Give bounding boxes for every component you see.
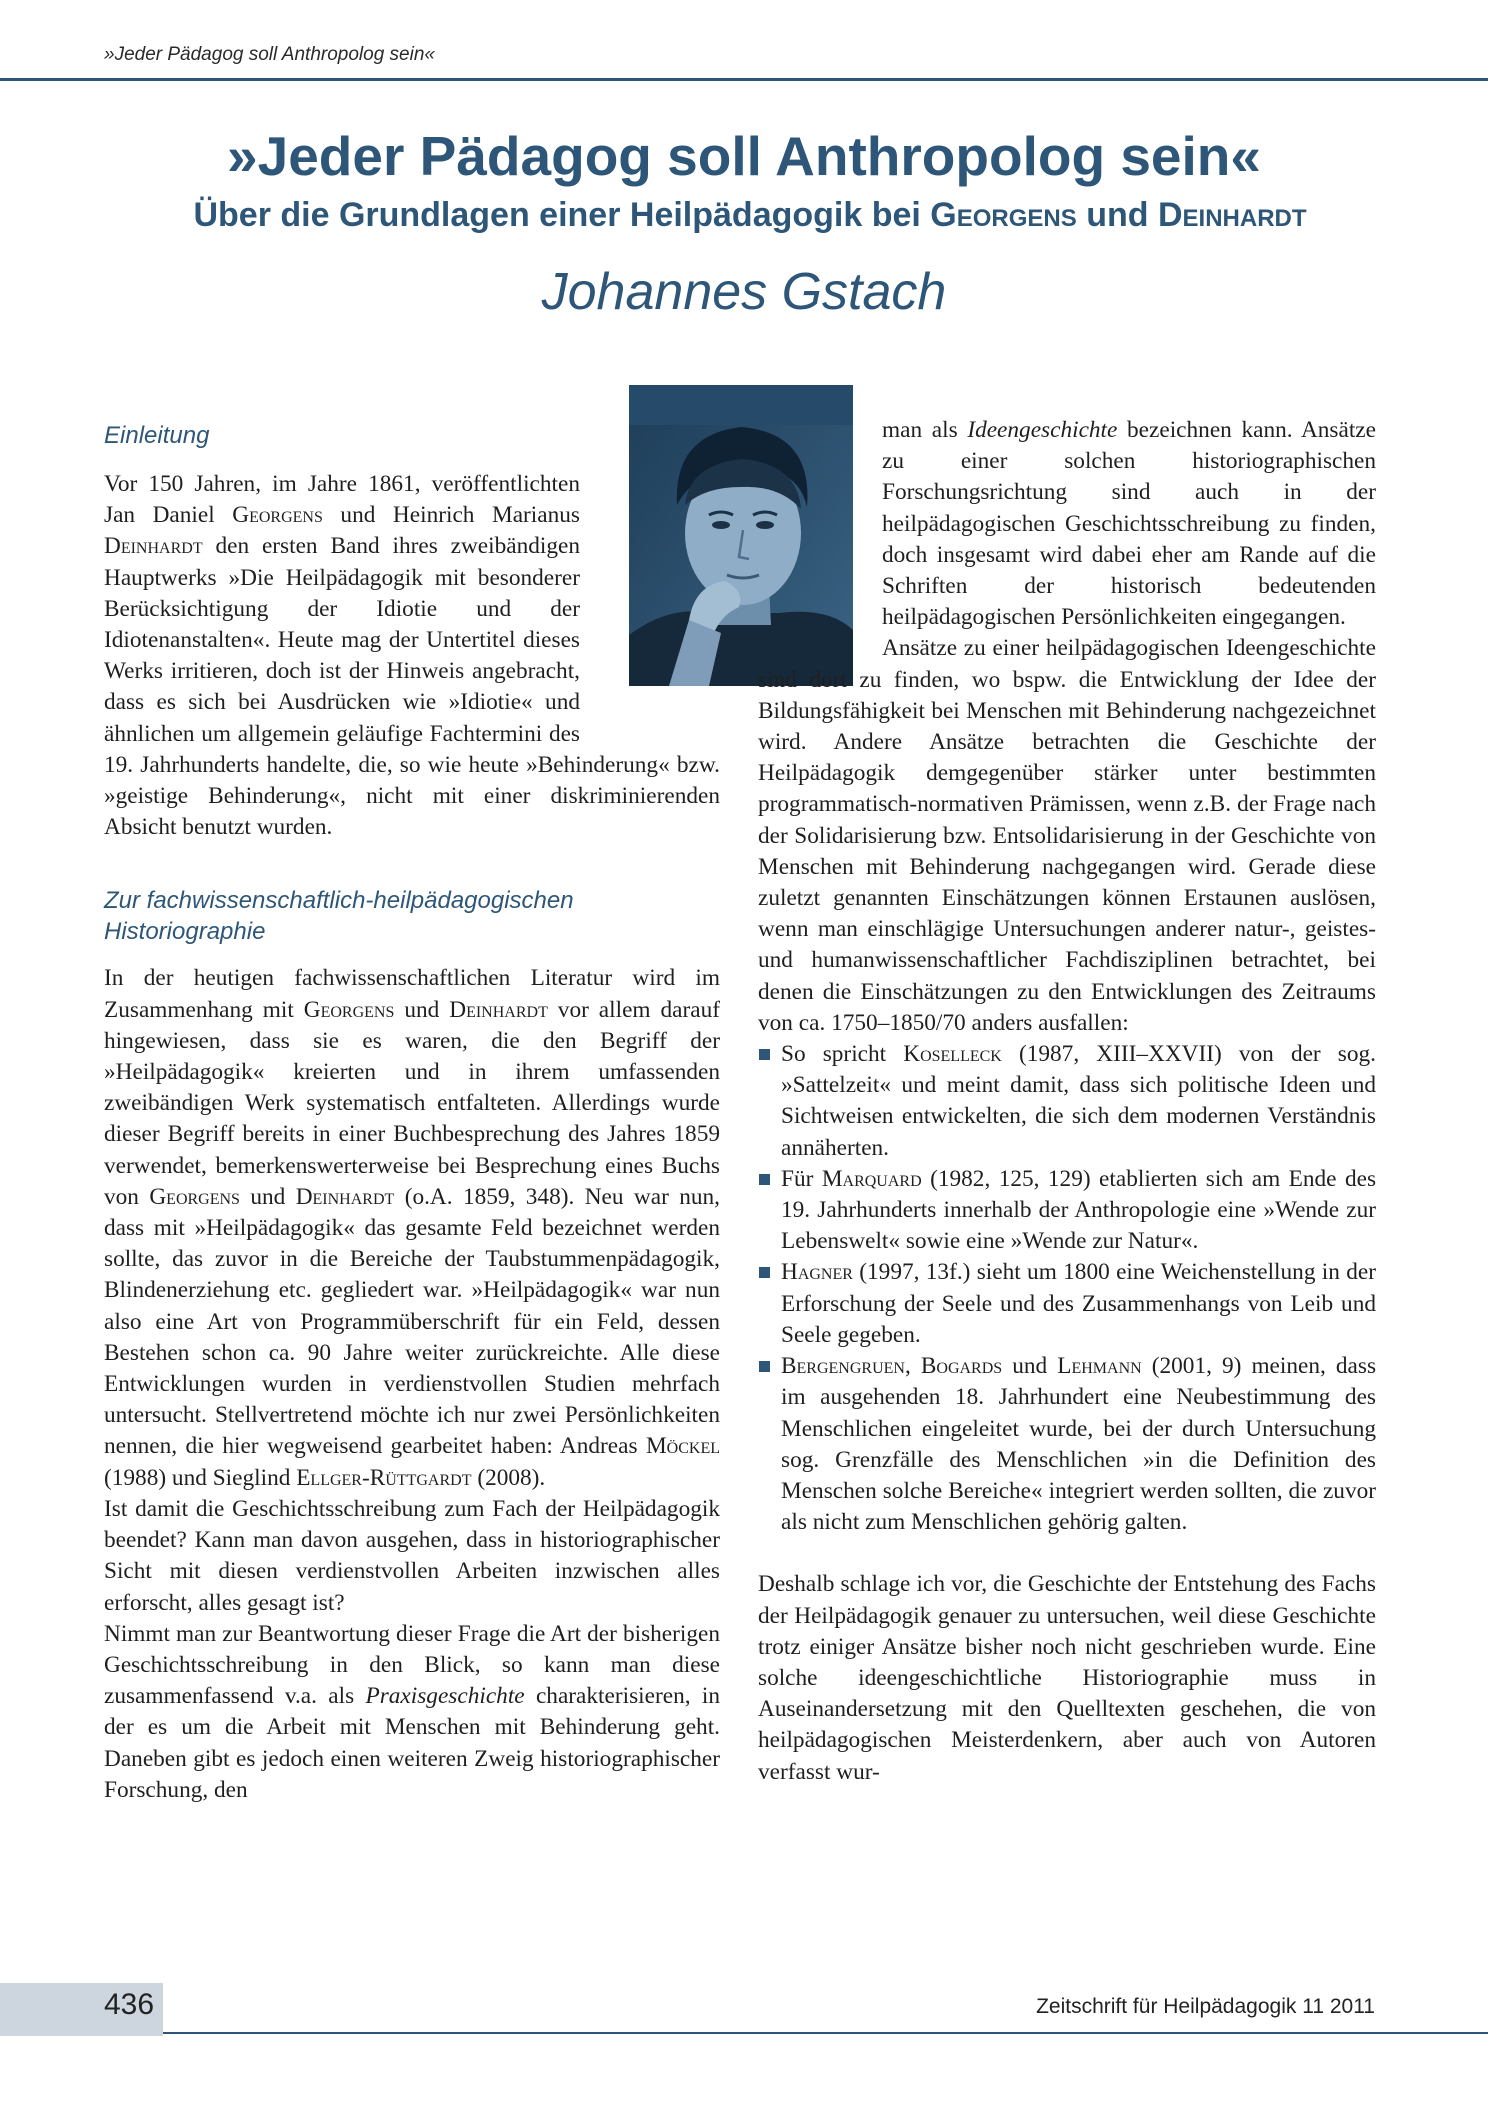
- bullet-square-icon: [759, 1049, 770, 1060]
- photo-wrap-spacer: [580, 469, 720, 733]
- bullet-item-koselleck: [758, 1039, 1376, 1164]
- bullet-square-icon: [759, 1267, 770, 1278]
- hist-text-6: (1988) und Sieglind: [104, 1464, 297, 1491]
- section-heading-einleitung: Einleitung: [104, 422, 210, 449]
- bullet-square-icon: [759, 1361, 770, 1372]
- subtitle-name-deinhardt: Deinhardt: [1157, 196, 1307, 234]
- footer-rule: [163, 2032, 1488, 2034]
- article-subtitle: [0, 196, 1488, 235]
- right-paragraph-1: [758, 415, 1376, 633]
- name-marquard: Marquard: [821, 1165, 922, 1192]
- bullet-list: [758, 1039, 1376, 1538]
- name-koselleck: Koselleck: [903, 1041, 1002, 1068]
- right-paragraph-2: Ansätze zu einer heilpädagogischen Ideengeschichte sind dort zu finden, wo bspw. die Entwicklung der Idee der Bildungsfähigkeit bei Menschen mit Behinderung nachgezeichnet wird. Andere Ansätze betrachten die Geschichte der Heilpädagogik demgegenüber stärker unter bestimmten programmatisch-normativen Prämissen, wenn z.B. der Frage nach der Solidarisierung bzw. Entsolidarisierung in der Geschichte von Menschen mit Behinderung nachgegangen wird. Gerade diese zuletzt genannten Einschätzungen können Erstaunen auslösen, wenn man einschlägige Untersuchungen anderer natur-, geistes- und humanwissenschaftlicher Fachdisziplinen betrachtet, bei denen die Einschätzungen zu den Entwicklungen des Zeitraums von ca. 1750–1850/70 anders ausfallen:: [758, 635, 1376, 1036]
- intro-text-3: den ersten Band ihres zweibändigen Hauptwerks »Die Heilpädagogik mit besonderer Berücksichtigung der Idiotie und der Idiotenanstalten«. Heute mag der Untertitel dieses Werks irritieren, doch ist der Hinweis angebracht, dass es sich bei Ausdrücken wie »Idiotie« und ähnlichen um allgemein geläufige Fachtermini des 19. Jahrhunderts handelte, die, so wie heute »Behinderung« bzw. »geistige Behinderung«, nicht mit einer diskriminierenden Absicht benutzt wurden.: [104, 533, 720, 841]
- hist3-text-1: Nimmt man zur Beantwortung dieser Frage die Art der bisherigen Geschichtsschreibung in den Blick, so kann man diese zusammenfassend v.a. als: [104, 1620, 720, 1710]
- name-ellger-ruettgardt: Ellger-Rüttgardt: [296, 1464, 472, 1491]
- subtitle-name-georgens: Georgens: [930, 196, 1077, 234]
- historiography-paragraph-1: [104, 963, 720, 1493]
- bullet-text: (1982, 125, 129) etablierten sich am Ende des 19. Jahrhunderts innerhalb der Anthropologie eine »Wende zur Lebenswelt« sowie eine »Wende zur Natur«.: [781, 1165, 1377, 1255]
- right-paragraph-3: Deshalb schlage ich vor, die Geschichte der Entstehung des Fachs der Heilpädagogik genauer zu untersuchen, weil diese Geschichte trotz einiger Ansätze bisher noch nicht geschrieben wurde. Eine solche ideengeschichtliche Historiographie muss in Auseinandersetzung mit den Quelltexten geschehen, die von heilpädagogischen Meisterdenkern, aber auch von Autoren verfasst wur-: [758, 1571, 1376, 1785]
- bullet-text: So spricht: [781, 1041, 904, 1068]
- section-heading-historiographie: Zur fachwissenschaftlich-heilpädagogischen Historiographie: [104, 887, 574, 946]
- hist-text-7: (2008).: [471, 1464, 546, 1491]
- running-head: »Jeder Pädagog soll Anthropolog sein«: [104, 44, 435, 65]
- bullet-square-icon: [759, 1174, 770, 1185]
- name-lehmann: Lehmann: [1057, 1353, 1142, 1380]
- hist-text-4: und: [239, 1183, 296, 1210]
- term-ideengeschichte: Ideengeschichte: [967, 417, 1118, 443]
- name-bergengruen-bogards: Bergengruen, Bogards: [781, 1353, 1003, 1380]
- photo-wrap-spacer-right: [758, 415, 882, 663]
- hist-text-3: vor allem darauf hingewiesen, dass sie es waren, die den Begriff der »Heilpädagogik« kreierten und in ihrem umfassenden zweibändigen Werk systematisch entfalteten. Allerdings wurde dieser Begriff bereits in einer Buchbesprechung des Jahres 1859 verwendet, bemerkenswerterweise bei Besprechung eines Buchs von: [104, 996, 720, 1210]
- term-praxisgeschichte: Praxisgeschichte: [365, 1683, 525, 1710]
- intro-text-1: Vor 150 Jahren, im Jahre 1861, veröffentlichten Jan Daniel: [104, 471, 580, 529]
- bullet-text: (1997, 13f.) sieht um 1800 eine Weichenstellung in der Erforschung der Seele und des Zusammenhangs von Leib und Seele gegeben.: [781, 1259, 1376, 1348]
- hist-text-1: In der heutigen fachwissenschaftlichen Literatur wird im Zusammenhang mit: [104, 965, 720, 1023]
- left-column: [104, 420, 720, 1806]
- right-column: [758, 415, 1376, 1788]
- name-moeckel: Möckel: [645, 1433, 720, 1460]
- article-title: »Jeder Pädagog soll Anthropolog sein«: [227, 125, 1261, 187]
- bullet-item-hagner: [758, 1257, 1376, 1351]
- historiography-paragraph-2: Ist damit die Geschichtsschreibung zum Fach der Heilpädagogik beendet? Kann man davon ausgehen, dass in historiographischer Sicht mit diesen verdienstvollen Arbeiten inzwischen alles erforscht, alles gesagt ist?: [104, 1495, 720, 1616]
- journal-info: Zeitschrift für Heilpädagogik 11 2011: [1036, 1995, 1375, 2018]
- bullet-text: und: [1002, 1353, 1058, 1380]
- name-hagner: Hagner: [781, 1259, 853, 1286]
- right1-text-1: man als: [882, 417, 968, 443]
- name-deinhardt: Deinhardt: [449, 996, 548, 1023]
- hist-text-5: (o.A. 1859, 348). Neu war nun, dass mit »Heilpädagogik« das gesamte Feld bezeichnet werden sollte, das zuvor in die Bereiche der Taubstummenpädagogik, Blindenerziehung etc. gegliedert war. »Heilpädagogik« war nun also eine Art von Programmüberschrift für ein Feld, dessen Bestehen schon ca. 90 Jahre weiter zurückreichte. Alle diese Entwicklungen wurden in verdienstvollen Studien mehrfach untersucht. Stellvertretend möchte ich nur zwei Persönlichkeiten nennen, die hier wegweisend gearbeitet haben: Andreas: [104, 1183, 720, 1460]
- subtitle-text: Über die Grundlagen einer Heilpädagogik bei: [193, 196, 931, 234]
- historiography-paragraph-3: [104, 1619, 720, 1806]
- right1-text-2: bezeichnen kann. Ansätze zu einer solchen historiographischen Forschungsrichtung sind auch in der heilpädagogischen Geschichtsschreibung zu finden, doch insgesamt wird dabei eher am Rande auf die Schriften der historisch bedeutenden heilpädagogischen Persönlichkeiten eingegangen.: [882, 417, 1376, 631]
- page-number: 436: [104, 1988, 155, 2021]
- name-deinhardt: Deinhardt: [104, 533, 203, 560]
- bullet-item-bergengruen: [758, 1351, 1376, 1538]
- bullet-text: (2001, 9) meinen, dass im ausgehenden 18. Jahrhundert eine Neubestimmung des Menschlichen eingeleitet wurde, bei der durch Untersuchung sog. Grenzfälle des Menschlichen »in die Definition des Menschen solche Bereiche« integriert werden sollten, die zuvor als nicht zum Menschlichen gehörig galten.: [781, 1353, 1377, 1536]
- intro-paragraph: [104, 469, 720, 843]
- subtitle-and: und: [1076, 196, 1158, 234]
- bullet-text: Für: [781, 1165, 822, 1192]
- name-georgens: Georgens: [303, 996, 395, 1023]
- author-name: Johannes Gstach: [541, 263, 947, 321]
- name-georgens: Georgens: [149, 1183, 240, 1210]
- bullet-item-marquard: [758, 1164, 1376, 1258]
- intro-text-2: und Heinrich Marianus: [322, 502, 580, 529]
- top-rule: [0, 78, 1488, 81]
- name-georgens: Georgens: [232, 502, 323, 529]
- bullet-text: (1987, XIII–XXVII) von der sog. »Sattelzeit« und meint damit, dass sich politische Ideen und Sichtweisen entwickelten, die sich dem modernen Verständnis annäherten.: [781, 1041, 1376, 1161]
- hist3-text-2: charakterisieren, in der es um die Arbeit mit Menschen mit Behinderung geht. Daneben gibt es jedoch einen weiteren Zweig historiographischer Forschung, den: [104, 1683, 720, 1803]
- name-deinhardt: Deinhardt: [295, 1183, 395, 1210]
- hist-text-2: und: [394, 996, 450, 1023]
